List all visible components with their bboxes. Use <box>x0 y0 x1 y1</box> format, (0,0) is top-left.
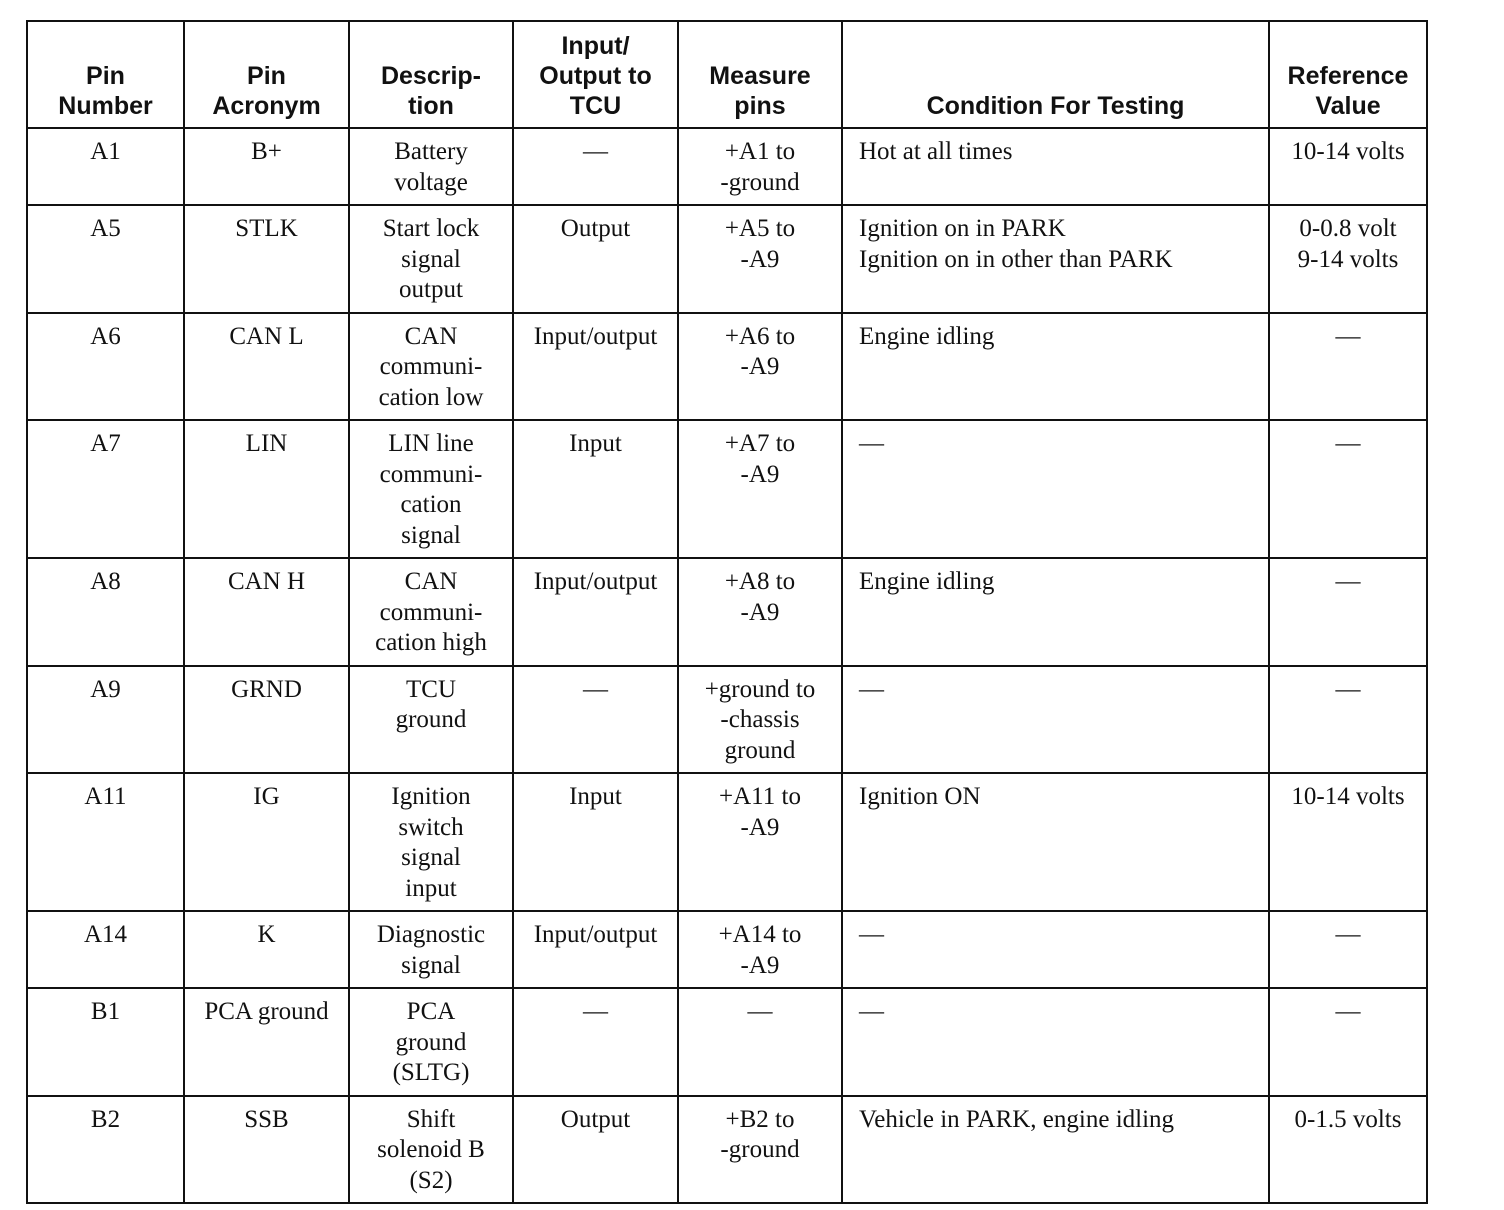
io-cell: Output <box>513 205 678 313</box>
pin-number-cell: B1 <box>27 988 184 1096</box>
io-cell: Input/output <box>513 911 678 988</box>
io-cell: Input/output <box>513 313 678 421</box>
table-row <box>27 988 1427 1096</box>
header-measure-pins: Measure pins <box>678 21 842 128</box>
pin-acronym-cell: GRND <box>184 666 349 774</box>
table-row <box>27 773 1427 911</box>
description-cell: TCU ground <box>349 666 513 774</box>
reference-cell: — <box>1269 911 1427 988</box>
measure-cell: +A6 to -A9 <box>678 313 842 421</box>
io-cell: — <box>513 666 678 774</box>
pin-acronym-cell: B+ <box>184 128 349 205</box>
description-cell: CAN communi- cation low <box>349 313 513 421</box>
header-pin-number: Pin Number <box>27 21 184 128</box>
reference-cell: — <box>1269 988 1427 1096</box>
io-cell: Input <box>513 420 678 558</box>
condition-cell: Ignition on in PARK Ignition on in other than PARK <box>842 205 1269 313</box>
pin-reference-table <box>26 20 1428 1204</box>
pin-acronym-cell: LIN <box>184 420 349 558</box>
description-cell: LIN line communi- cation signal <box>349 420 513 558</box>
pin-number-cell: A11 <box>27 773 184 911</box>
table-row <box>27 558 1427 666</box>
pin-acronym-cell: CAN H <box>184 558 349 666</box>
header-description: Descrip- tion <box>349 21 513 128</box>
io-cell: — <box>513 128 678 205</box>
measure-cell: +B2 to -ground <box>678 1096 842 1204</box>
description-cell: Diagnostic signal <box>349 911 513 988</box>
pin-number-cell: A5 <box>27 205 184 313</box>
table-row <box>27 313 1427 421</box>
io-cell: Input <box>513 773 678 911</box>
description-cell: CAN communi- cation high <box>349 558 513 666</box>
header-row <box>27 21 1427 128</box>
reference-cell: — <box>1269 666 1427 774</box>
condition-cell: Ignition ON <box>842 773 1269 911</box>
reference-cell: 10-14 volts <box>1269 128 1427 205</box>
table-row <box>27 911 1427 988</box>
io-cell: Output <box>513 1096 678 1204</box>
reference-cell: — <box>1269 313 1427 421</box>
description-cell: Ignition switch signal input <box>349 773 513 911</box>
pin-number-cell: A1 <box>27 128 184 205</box>
reference-cell: 0-0.8 volt 9-14 volts <box>1269 205 1427 313</box>
condition-cell: Engine idling <box>842 313 1269 421</box>
condition-cell: — <box>842 666 1269 774</box>
pin-number-cell: A7 <box>27 420 184 558</box>
measure-cell: +A1 to -ground <box>678 128 842 205</box>
condition-cell: — <box>842 420 1269 558</box>
condition-cell: — <box>842 988 1269 1096</box>
pin-acronym-cell: IG <box>184 773 349 911</box>
pin-number-cell: A9 <box>27 666 184 774</box>
pin-number-cell: B2 <box>27 1096 184 1204</box>
measure-cell: +A8 to -A9 <box>678 558 842 666</box>
reference-cell: — <box>1269 558 1427 666</box>
description-cell: PCA ground (SLTG) <box>349 988 513 1096</box>
table-row <box>27 128 1427 205</box>
pin-number-cell: A6 <box>27 313 184 421</box>
table-row <box>27 205 1427 313</box>
pin-number-cell: A14 <box>27 911 184 988</box>
io-cell: Input/output <box>513 558 678 666</box>
header-reference-value: Reference Value <box>1269 21 1427 128</box>
condition-cell: Vehicle in PARK, engine idling <box>842 1096 1269 1204</box>
pin-acronym-cell: K <box>184 911 349 988</box>
table-row <box>27 1096 1427 1204</box>
measure-cell: +A14 to -A9 <box>678 911 842 988</box>
measure-cell: +A5 to -A9 <box>678 205 842 313</box>
description-cell: Battery voltage <box>349 128 513 205</box>
reference-cell: 10-14 volts <box>1269 773 1427 911</box>
header-condition: Condition For Testing <box>842 21 1269 128</box>
measure-cell: +ground to -chassis ground <box>678 666 842 774</box>
measure-cell: — <box>678 988 842 1096</box>
pin-acronym-cell: SSB <box>184 1096 349 1204</box>
condition-cell: Hot at all times <box>842 128 1269 205</box>
reference-cell: 0-1.5 volts <box>1269 1096 1427 1204</box>
table-row <box>27 666 1427 774</box>
reference-cell: — <box>1269 420 1427 558</box>
pin-acronym-cell: CAN L <box>184 313 349 421</box>
io-cell: — <box>513 988 678 1096</box>
description-cell: Shift solenoid B (S2) <box>349 1096 513 1204</box>
measure-cell: +A7 to -A9 <box>678 420 842 558</box>
pin-acronym-cell: STLK <box>184 205 349 313</box>
condition-cell: Engine idling <box>842 558 1269 666</box>
header-input-output: Input/ Output to TCU <box>513 21 678 128</box>
pin-number-cell: A8 <box>27 558 184 666</box>
header-pin-acronym: Pin Acronym <box>184 21 349 128</box>
measure-cell: +A11 to -A9 <box>678 773 842 911</box>
condition-cell: — <box>842 911 1269 988</box>
description-cell: Start lock signal output <box>349 205 513 313</box>
pin-acronym-cell: PCA ground <box>184 988 349 1096</box>
table-row <box>27 420 1427 558</box>
